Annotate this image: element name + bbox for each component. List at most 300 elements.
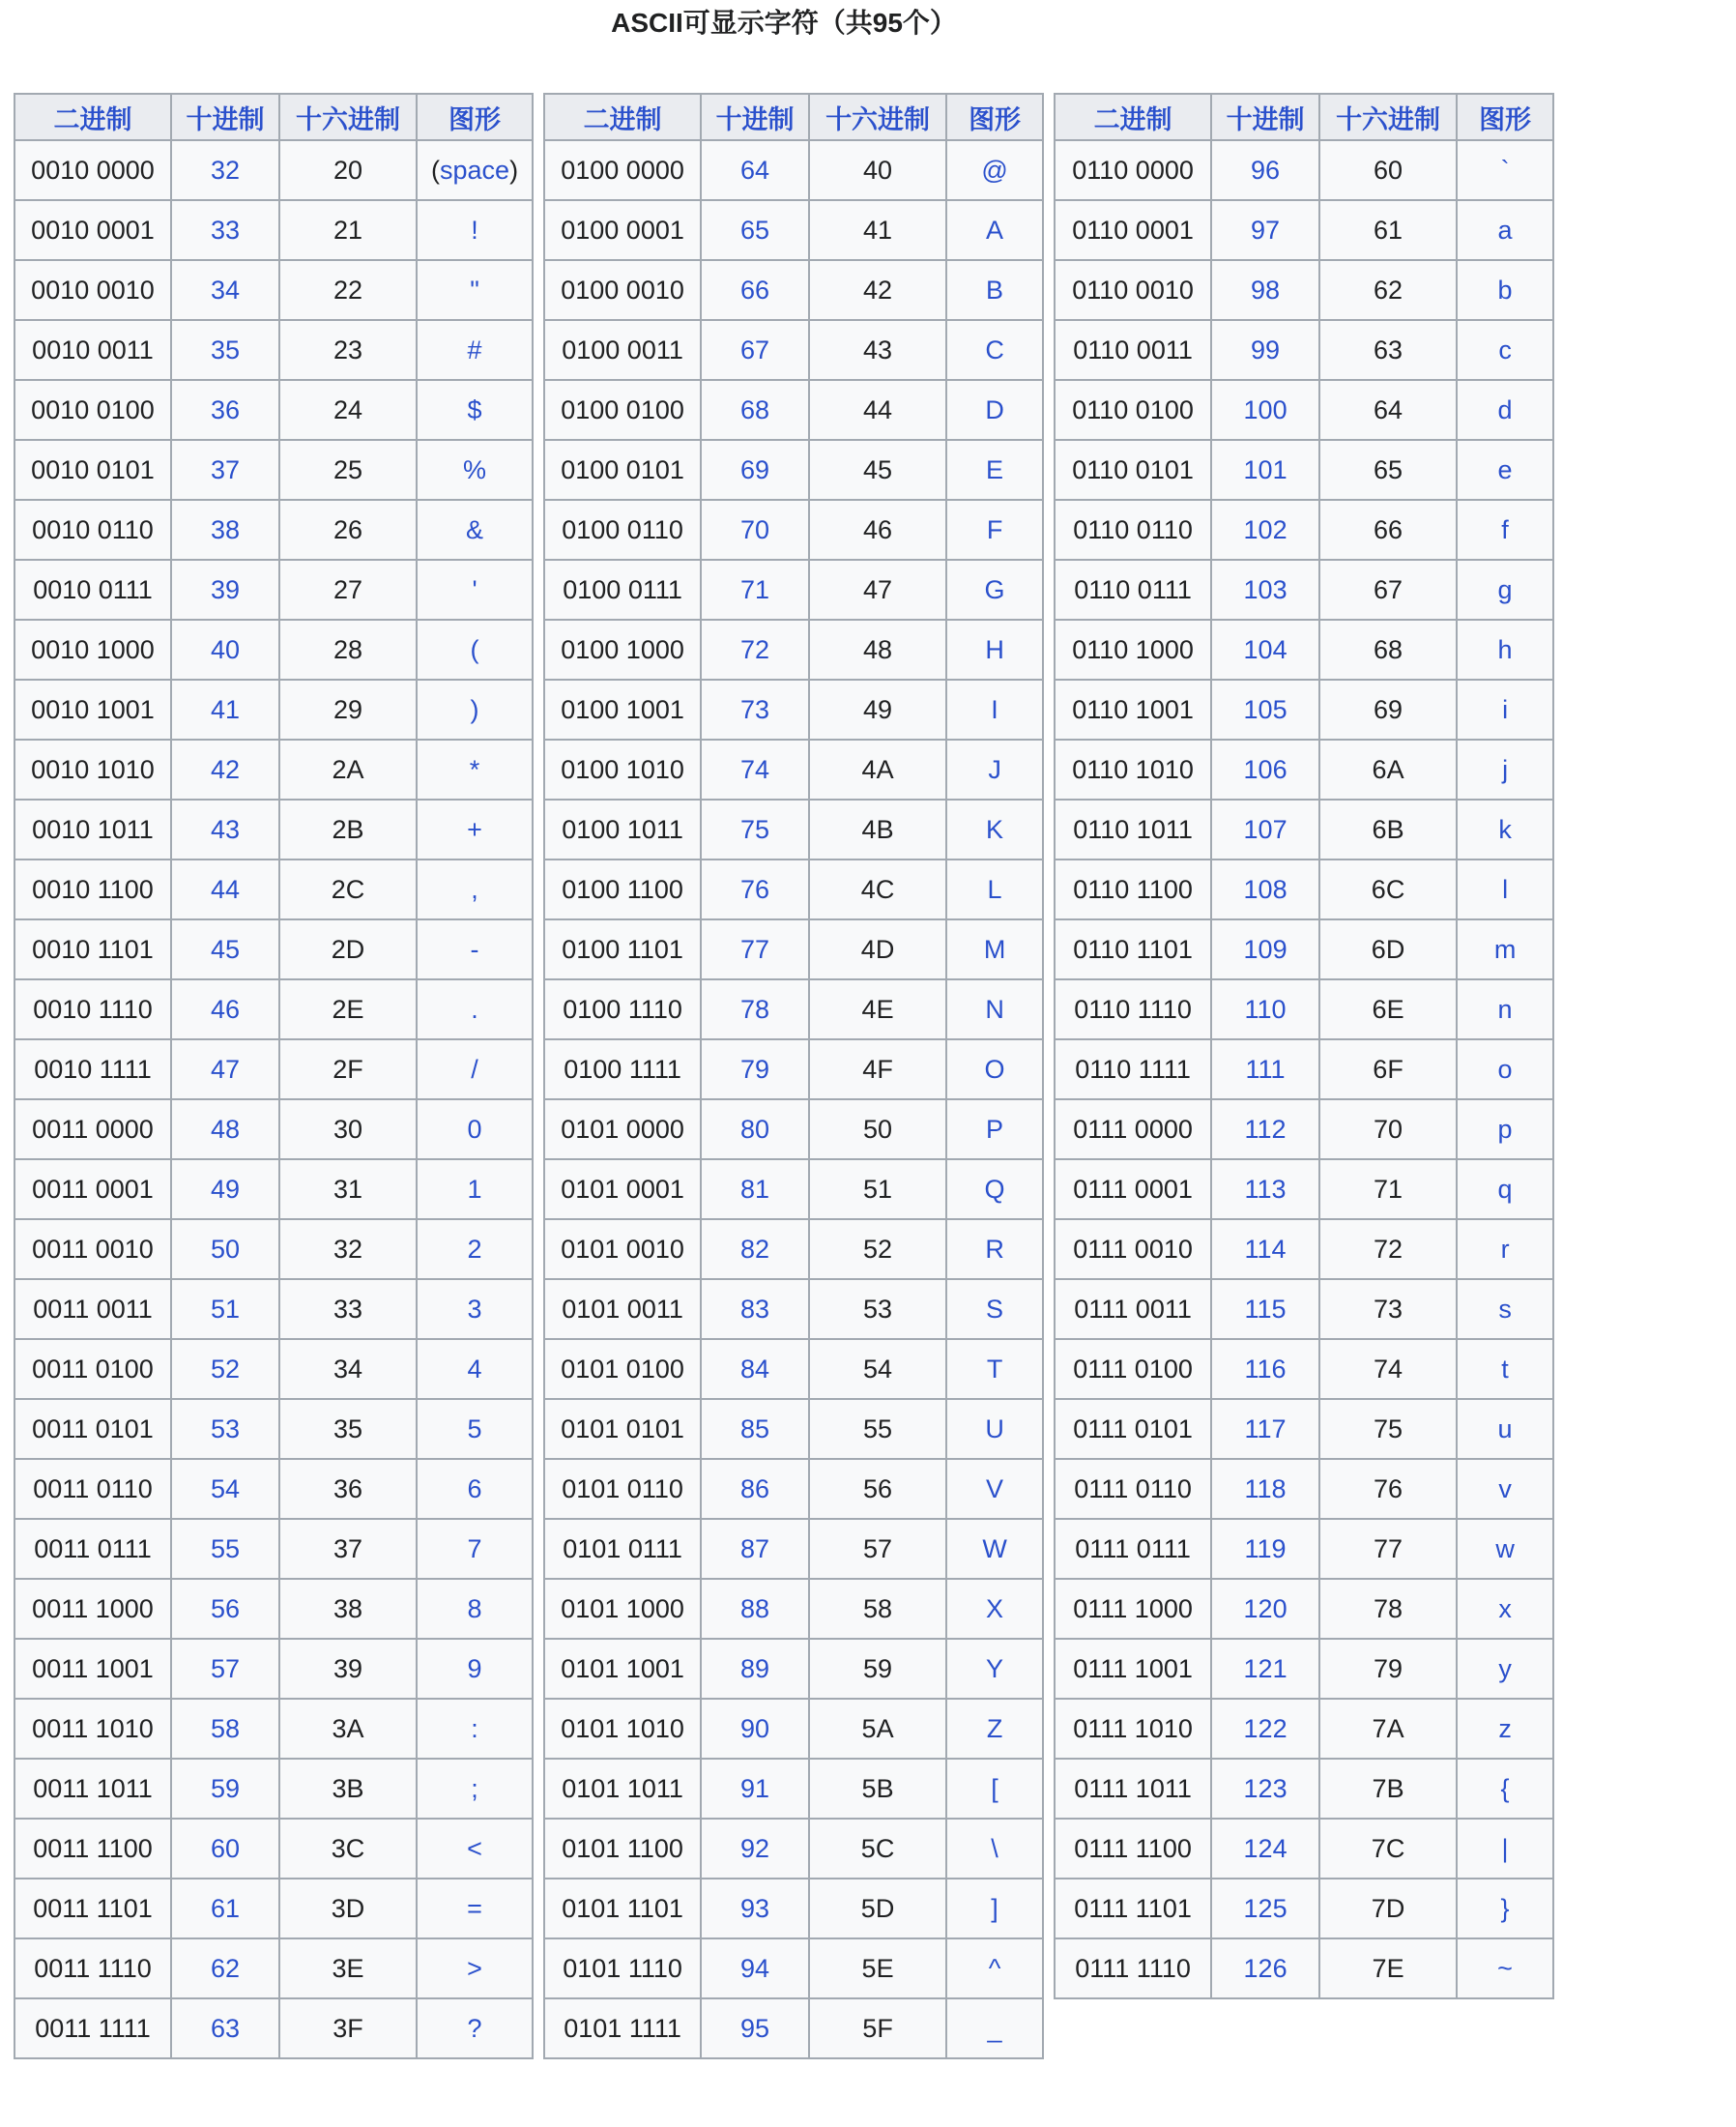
- glyph-link[interactable]: 8: [467, 1593, 482, 1623]
- table-row: [14, 1399, 533, 1459]
- decimal-cell: [1211, 560, 1319, 620]
- glyph-link[interactable]: -: [470, 934, 479, 964]
- decimal-link[interactable]: 73: [740, 694, 770, 724]
- binary-cell: 0011 0010: [14, 1219, 171, 1279]
- glyph-link[interactable]: O: [984, 1054, 1005, 1084]
- hex-cell: 4F: [809, 1039, 946, 1099]
- decimal-link[interactable]: 98: [1251, 275, 1281, 305]
- glyph-cell: [1457, 380, 1553, 440]
- glyph-link[interactable]: =: [467, 1893, 482, 1923]
- hex-cell: 4B: [809, 800, 946, 860]
- glyph-cell: [1457, 1938, 1553, 1998]
- table-row: [14, 1579, 533, 1639]
- binary-cell: 0010 0101: [14, 440, 171, 500]
- glyph-link[interactable]: *: [469, 754, 480, 784]
- binary-cell: 0110 0010: [1055, 260, 1211, 320]
- glyph-cell: [946, 1519, 1043, 1579]
- glyph-link[interactable]: 2: [467, 1234, 482, 1264]
- decimal-link[interactable]: 40: [210, 634, 241, 664]
- glyph-link[interactable]: s: [1498, 1294, 1512, 1324]
- glyph-link[interactable]: m: [1493, 934, 1517, 964]
- column-header: [701, 94, 809, 140]
- glyph-link[interactable]: 7: [467, 1533, 482, 1563]
- hex-cell: 7B: [1319, 1759, 1457, 1819]
- glyph-link[interactable]: 4: [467, 1354, 482, 1384]
- hex-cell: 45: [809, 440, 946, 500]
- decimal-link[interactable]: 66: [740, 275, 770, 305]
- glyph-link[interactable]: v: [1498, 1473, 1512, 1503]
- glyph-link[interactable]: z: [1498, 1713, 1512, 1743]
- glyph-link[interactable]: i: [1502, 694, 1509, 724]
- glyph-link[interactable]: 6: [467, 1473, 482, 1503]
- glyph-link[interactable]: X: [986, 1593, 1004, 1623]
- glyph-link[interactable]: space: [440, 155, 510, 185]
- hex-cell: 5D: [809, 1879, 946, 1938]
- decimal-link[interactable]: 117: [1244, 1413, 1287, 1443]
- glyph-link[interactable]: h: [1497, 634, 1513, 664]
- binary-cell: 0010 0111: [14, 560, 171, 620]
- glyph-link[interactable]: 0: [467, 1114, 482, 1144]
- decimal-link[interactable]: 43: [210, 814, 241, 844]
- hex-cell: 7A: [1319, 1699, 1457, 1759]
- decimal-link[interactable]: 83: [740, 1294, 770, 1324]
- decimal-link[interactable]: 75: [740, 814, 770, 844]
- decimal-link[interactable]: 109: [1243, 934, 1288, 964]
- glyph-cell: [417, 620, 533, 680]
- glyph-cell: [946, 740, 1043, 800]
- decimal-link[interactable]: 86: [740, 1473, 770, 1503]
- glyph-link[interactable]: ;: [471, 1773, 478, 1803]
- decimal-link[interactable]: 49: [210, 1174, 241, 1204]
- glyph-cell: [417, 1998, 533, 2058]
- decimal-link[interactable]: 124: [1243, 1833, 1288, 1863]
- binary-cell: 0100 0101: [544, 440, 701, 500]
- decimal-link[interactable]: 38: [210, 514, 241, 544]
- decimal-link[interactable]: 55: [210, 1533, 241, 1563]
- glyph-link[interactable]: .: [471, 994, 478, 1024]
- hex-cell: 4C: [809, 860, 946, 919]
- glyph-cell: [1457, 1099, 1553, 1159]
- decimal-cell: [171, 1339, 279, 1399]
- glyph-link[interactable]: l: [1502, 874, 1509, 904]
- glyph-link[interactable]: H: [985, 634, 1004, 664]
- table-row: [1055, 1819, 1553, 1879]
- hex-cell: 5A: [809, 1699, 946, 1759]
- decimal-link[interactable]: 81: [740, 1174, 770, 1204]
- decimal-cell: [701, 1938, 809, 1998]
- decimal-link[interactable]: 62: [210, 1953, 241, 1983]
- glyph-link[interactable]: S: [986, 1294, 1004, 1324]
- decimal-cell: [1211, 740, 1319, 800]
- binary-cell: 0011 1101: [14, 1879, 171, 1938]
- glyph-link[interactable]: B: [986, 275, 1004, 305]
- decimal-link[interactable]: 95: [740, 2013, 770, 2043]
- glyph-link[interactable]: >: [467, 1953, 482, 1983]
- table-row: [544, 1219, 1043, 1279]
- decimal-link[interactable]: 32: [210, 155, 241, 185]
- decimal-link[interactable]: 112: [1244, 1114, 1287, 1144]
- glyph-cell: (space): [417, 140, 533, 200]
- decimal-link[interactable]: 122: [1243, 1713, 1288, 1743]
- binary-cell: 0101 1111: [544, 1998, 701, 2058]
- decimal-link[interactable]: 121: [1243, 1653, 1288, 1683]
- binary-cell: 0101 0100: [544, 1339, 701, 1399]
- decimal-link[interactable]: 108: [1243, 874, 1288, 904]
- decimal-link[interactable]: 65: [740, 215, 770, 245]
- glyph-link[interactable]: ': [472, 574, 477, 604]
- ascii-tables-group: [14, 93, 1554, 2059]
- glyph-cell: [946, 680, 1043, 740]
- decimal-link[interactable]: 94: [740, 1953, 770, 1983]
- glyph-link[interactable]: |: [1501, 1833, 1509, 1863]
- decimal-link[interactable]: 77: [740, 934, 770, 964]
- table-row: [1055, 979, 1553, 1039]
- glyph-link[interactable]: E: [986, 454, 1004, 484]
- decimal-link[interactable]: 104: [1243, 634, 1288, 664]
- hex-cell: 7E: [1319, 1938, 1457, 1998]
- glyph-link[interactable]: Q: [984, 1174, 1005, 1204]
- glyph-link[interactable]: I: [991, 694, 998, 724]
- decimal-link[interactable]: 89: [740, 1653, 770, 1683]
- decimal-link[interactable]: 37: [210, 454, 241, 484]
- glyph-link[interactable]: U: [985, 1413, 1004, 1443]
- hex-cell: 2D: [279, 919, 417, 979]
- decimal-cell: [1211, 680, 1319, 740]
- glyph-link[interactable]: P: [986, 1114, 1004, 1144]
- decimal-link[interactable]: 63: [210, 2013, 241, 2043]
- decimal-link[interactable]: 67: [740, 335, 770, 364]
- glyph-link[interactable]: !: [471, 215, 478, 245]
- decimal-link[interactable]: 107: [1243, 814, 1288, 844]
- column-header-link[interactable]: 十六进制: [825, 104, 931, 134]
- glyph-link[interactable]: b: [1497, 275, 1513, 305]
- binary-cell: 0011 0101: [14, 1399, 171, 1459]
- decimal-link[interactable]: 87: [740, 1533, 770, 1563]
- glyph-cell: [1457, 919, 1553, 979]
- table-row: [14, 200, 533, 260]
- glyph-link[interactable]: ,: [471, 874, 478, 904]
- glyph-link[interactable]: e: [1497, 454, 1513, 484]
- decimal-link[interactable]: 101: [1243, 454, 1288, 484]
- decimal-link[interactable]: 54: [210, 1473, 241, 1503]
- hex-cell: 53: [809, 1279, 946, 1339]
- decimal-link[interactable]: 96: [1251, 155, 1281, 185]
- decimal-link[interactable]: 118: [1244, 1473, 1287, 1503]
- glyph-cell: [1457, 740, 1553, 800]
- binary-cell: 0111 1110: [1055, 1938, 1211, 1998]
- decimal-link[interactable]: 106: [1243, 754, 1288, 784]
- glyph-link[interactable]: :: [471, 1713, 478, 1743]
- table-row: [1055, 560, 1553, 620]
- decimal-cell: [1211, 1219, 1319, 1279]
- column-header-link[interactable]: 图形: [448, 104, 502, 134]
- glyph-link[interactable]: q: [1497, 1174, 1513, 1204]
- glyph-cell: [946, 380, 1043, 440]
- decimal-cell: [701, 800, 809, 860]
- binary-cell: 0111 0101: [1055, 1399, 1211, 1459]
- decimal-link[interactable]: 68: [740, 394, 770, 424]
- glyph-link[interactable]: _: [987, 2013, 1002, 2043]
- binary-cell: 0011 0110: [14, 1459, 171, 1519]
- glyph-link[interactable]: V: [986, 1473, 1004, 1503]
- decimal-link[interactable]: 92: [740, 1833, 770, 1863]
- glyph-cell: [417, 1759, 533, 1819]
- decimal-link[interactable]: 42: [210, 754, 241, 784]
- table-row: [544, 1699, 1043, 1759]
- glyph-link[interactable]: #: [467, 335, 482, 364]
- glyph-link[interactable]: +: [467, 814, 482, 844]
- decimal-link[interactable]: 35: [210, 335, 241, 364]
- binary-cell: 0100 0111: [544, 560, 701, 620]
- hex-cell: 69: [1319, 680, 1457, 740]
- column-header-link[interactable]: 十进制: [715, 104, 795, 134]
- glyph-link[interactable]: K: [986, 814, 1004, 844]
- binary-cell: 0011 1001: [14, 1639, 171, 1699]
- glyph-link[interactable]: M: [983, 934, 1006, 964]
- table-row: [544, 860, 1043, 919]
- decimal-link[interactable]: 110: [1244, 994, 1287, 1024]
- glyph-cell: [946, 1039, 1043, 1099]
- glyph-link[interactable]: A: [986, 215, 1004, 245]
- decimal-link[interactable]: 80: [740, 1114, 770, 1144]
- decimal-link[interactable]: 78: [740, 994, 770, 1024]
- decimal-link[interactable]: 119: [1244, 1533, 1287, 1563]
- glyph-link[interactable]: L: [987, 874, 1002, 904]
- glyph-link[interactable]: `: [1500, 155, 1510, 185]
- hex-cell: 3A: [279, 1699, 417, 1759]
- decimal-link[interactable]: 48: [210, 1114, 241, 1144]
- column-header-link[interactable]: 十六进制: [296, 104, 400, 134]
- decimal-cell: [1211, 1339, 1319, 1399]
- decimal-link[interactable]: 85: [740, 1413, 770, 1443]
- decimal-link[interactable]: 111: [1245, 1054, 1286, 1084]
- binary-cell: 0101 1001: [544, 1639, 701, 1699]
- glyph-link[interactable]: o: [1497, 1054, 1513, 1084]
- glyph-link[interactable]: ): [470, 694, 479, 724]
- glyph-link[interactable]: &: [466, 514, 484, 544]
- decimal-cell: [171, 1938, 279, 1998]
- decimal-link[interactable]: 39: [210, 574, 241, 604]
- glyph-link[interactable]: T: [986, 1354, 1003, 1384]
- decimal-link[interactable]: 100: [1243, 394, 1288, 424]
- glyph-link[interactable]: a: [1497, 215, 1513, 245]
- glyph-link[interactable]: %: [463, 454, 487, 484]
- decimal-link[interactable]: 59: [210, 1773, 241, 1803]
- decimal-link[interactable]: 126: [1243, 1953, 1288, 1983]
- glyph-link[interactable]: u: [1497, 1413, 1513, 1443]
- decimal-link[interactable]: 97: [1251, 215, 1281, 245]
- column-header-link[interactable]: 二进制: [583, 104, 662, 134]
- glyph-link[interactable]: c: [1498, 335, 1512, 364]
- glyph-link[interactable]: x: [1498, 1593, 1512, 1623]
- glyph-link[interactable]: J: [988, 754, 1001, 784]
- table-row: [544, 1938, 1043, 1998]
- glyph-link[interactable]: N: [985, 994, 1004, 1024]
- decimal-link[interactable]: 88: [740, 1593, 770, 1623]
- glyph-link[interactable]: k: [1498, 814, 1512, 844]
- glyph-link[interactable]: $: [467, 394, 482, 424]
- decimal-link[interactable]: 70: [740, 514, 770, 544]
- decimal-link[interactable]: 103: [1243, 574, 1288, 604]
- glyph-link[interactable]: <: [467, 1833, 482, 1863]
- decimal-link[interactable]: 105: [1243, 694, 1288, 724]
- decimal-link[interactable]: 102: [1243, 514, 1288, 544]
- column-header-link[interactable]: 十进制: [186, 104, 265, 134]
- decimal-link[interactable]: 44: [210, 874, 241, 904]
- glyph-link[interactable]: g: [1497, 574, 1513, 604]
- decimal-link[interactable]: 71: [740, 574, 770, 604]
- decimal-link[interactable]: 64: [740, 155, 770, 185]
- glyph-cell: [417, 560, 533, 620]
- binary-cell: 0111 1001: [1055, 1639, 1211, 1699]
- glyph-link[interactable]: \: [991, 1833, 998, 1863]
- glyph-link[interactable]: ~: [1497, 1953, 1513, 1983]
- glyph-cell: [1457, 1219, 1553, 1279]
- decimal-link[interactable]: 56: [210, 1593, 241, 1623]
- glyph-link[interactable]: G: [984, 574, 1005, 604]
- header-row: [1055, 94, 1553, 140]
- column-header-link[interactable]: 图形: [1479, 104, 1532, 134]
- glyph-link[interactable]: y: [1498, 1653, 1512, 1683]
- decimal-link[interactable]: 47: [210, 1054, 241, 1084]
- decimal-link[interactable]: 58: [210, 1713, 241, 1743]
- decimal-link[interactable]: 116: [1244, 1354, 1287, 1384]
- decimal-link[interactable]: 74: [740, 754, 770, 784]
- glyph-link[interactable]: r: [1500, 1234, 1510, 1264]
- decimal-link[interactable]: 69: [740, 454, 770, 484]
- decimal-link[interactable]: 76: [740, 874, 770, 904]
- table-row: [14, 1099, 533, 1159]
- decimal-link[interactable]: 93: [740, 1893, 770, 1923]
- decimal-link[interactable]: 61: [210, 1893, 241, 1923]
- table-row: [544, 320, 1043, 380]
- hex-cell: 27: [279, 560, 417, 620]
- glyph-cell: [1457, 1579, 1553, 1639]
- decimal-link[interactable]: 36: [210, 394, 241, 424]
- glyph-link[interactable]: [: [991, 1773, 998, 1803]
- glyph-link[interactable]: d: [1497, 394, 1513, 424]
- binary-cell: 0011 0100: [14, 1339, 171, 1399]
- decimal-cell: [701, 1099, 809, 1159]
- decimal-link[interactable]: 45: [210, 934, 241, 964]
- decimal-link[interactable]: 41: [210, 694, 241, 724]
- decimal-link[interactable]: 60: [210, 1833, 241, 1863]
- decimal-link[interactable]: 120: [1243, 1593, 1288, 1623]
- decimal-link[interactable]: 53: [210, 1413, 241, 1443]
- glyph-link[interactable]: t: [1501, 1354, 1509, 1384]
- decimal-link[interactable]: 113: [1244, 1174, 1287, 1204]
- glyph-link[interactable]: C: [985, 335, 1004, 364]
- glyph-link[interactable]: j: [1502, 754, 1509, 784]
- decimal-link[interactable]: 115: [1244, 1294, 1287, 1324]
- glyph-cell: [417, 200, 533, 260]
- table-row: [544, 1099, 1043, 1159]
- column-header-link[interactable]: 图形: [969, 104, 1022, 134]
- glyph-link[interactable]: {: [1500, 1773, 1510, 1803]
- decimal-cell: [171, 1459, 279, 1519]
- glyph-link[interactable]: Y: [986, 1653, 1004, 1683]
- hex-cell: 25: [279, 440, 417, 500]
- glyph-link[interactable]: f: [1501, 514, 1509, 544]
- glyph-cell: [946, 1639, 1043, 1699]
- decimal-link[interactable]: 57: [210, 1653, 241, 1683]
- decimal-link[interactable]: 79: [740, 1054, 770, 1084]
- binary-cell: 0100 0001: [544, 200, 701, 260]
- decimal-link[interactable]: 82: [740, 1234, 770, 1264]
- glyph-link[interactable]: (: [470, 634, 479, 664]
- column-header-link[interactable]: 十六进制: [1336, 104, 1441, 134]
- decimal-link[interactable]: 91: [740, 1773, 770, 1803]
- decimal-cell: [171, 1519, 279, 1579]
- binary-cell: 0110 1000: [1055, 620, 1211, 680]
- glyph-cell: [946, 1819, 1043, 1879]
- decimal-link[interactable]: 99: [1251, 335, 1281, 364]
- table-row: [544, 500, 1043, 560]
- decimal-link[interactable]: 123: [1243, 1773, 1288, 1803]
- glyph-link[interactable]: 3: [467, 1294, 482, 1324]
- decimal-link[interactable]: 52: [210, 1354, 241, 1384]
- glyph-cell: [1457, 1519, 1553, 1579]
- glyph-link[interactable]: ?: [467, 2013, 482, 2043]
- decimal-link[interactable]: 46: [210, 994, 241, 1024]
- hex-cell: 44: [809, 380, 946, 440]
- glyph-link[interactable]: ": [470, 275, 479, 305]
- glyph-link[interactable]: /: [471, 1054, 478, 1084]
- glyph-link[interactable]: 9: [467, 1653, 482, 1683]
- glyph-cell: [1457, 1759, 1553, 1819]
- column-header-link[interactable]: 二进制: [53, 104, 132, 134]
- decimal-link[interactable]: 50: [210, 1234, 241, 1264]
- glyph-link[interactable]: n: [1497, 994, 1513, 1024]
- column-header-link[interactable]: 十进制: [1226, 104, 1305, 134]
- glyph-cell: [946, 200, 1043, 260]
- decimal-cell: [171, 800, 279, 860]
- glyph-link[interactable]: ^: [988, 1953, 1001, 1983]
- glyph-link[interactable]: @: [981, 155, 1008, 185]
- decimal-link[interactable]: 33: [210, 215, 241, 245]
- table-row: [1055, 860, 1553, 919]
- decimal-link[interactable]: 84: [740, 1354, 770, 1384]
- decimal-cell: [171, 1639, 279, 1699]
- glyph-link[interactable]: w: [1495, 1533, 1515, 1563]
- glyph-link[interactable]: F: [986, 514, 1003, 544]
- binary-cell: 0011 0001: [14, 1159, 171, 1219]
- hex-cell: 2F: [279, 1039, 417, 1099]
- glyph-link[interactable]: ]: [991, 1893, 998, 1923]
- glyph-link[interactable]: }: [1500, 1893, 1510, 1923]
- glyph-link[interactable]: 1: [467, 1174, 482, 1204]
- decimal-link[interactable]: 72: [740, 634, 770, 664]
- glyph-link[interactable]: 5: [467, 1413, 482, 1443]
- decimal-cell: [171, 1998, 279, 2058]
- decimal-link[interactable]: 90: [740, 1713, 770, 1743]
- binary-cell: 0010 0100: [14, 380, 171, 440]
- glyph-link[interactable]: p: [1497, 1114, 1513, 1144]
- decimal-link[interactable]: 125: [1243, 1893, 1288, 1923]
- decimal-link[interactable]: 51: [210, 1294, 241, 1324]
- column-header: [1055, 94, 1211, 140]
- glyph-link[interactable]: Z: [986, 1713, 1003, 1743]
- table-row: [1055, 1579, 1553, 1639]
- decimal-link[interactable]: 34: [210, 275, 241, 305]
- glyph-cell: [946, 800, 1043, 860]
- decimal-link[interactable]: 114: [1244, 1234, 1287, 1264]
- glyph-link[interactable]: R: [985, 1234, 1004, 1264]
- glyph-link[interactable]: W: [982, 1533, 1007, 1563]
- column-header-link[interactable]: 二进制: [1093, 104, 1172, 134]
- table-row: [544, 1759, 1043, 1819]
- glyph-link[interactable]: D: [985, 394, 1004, 424]
